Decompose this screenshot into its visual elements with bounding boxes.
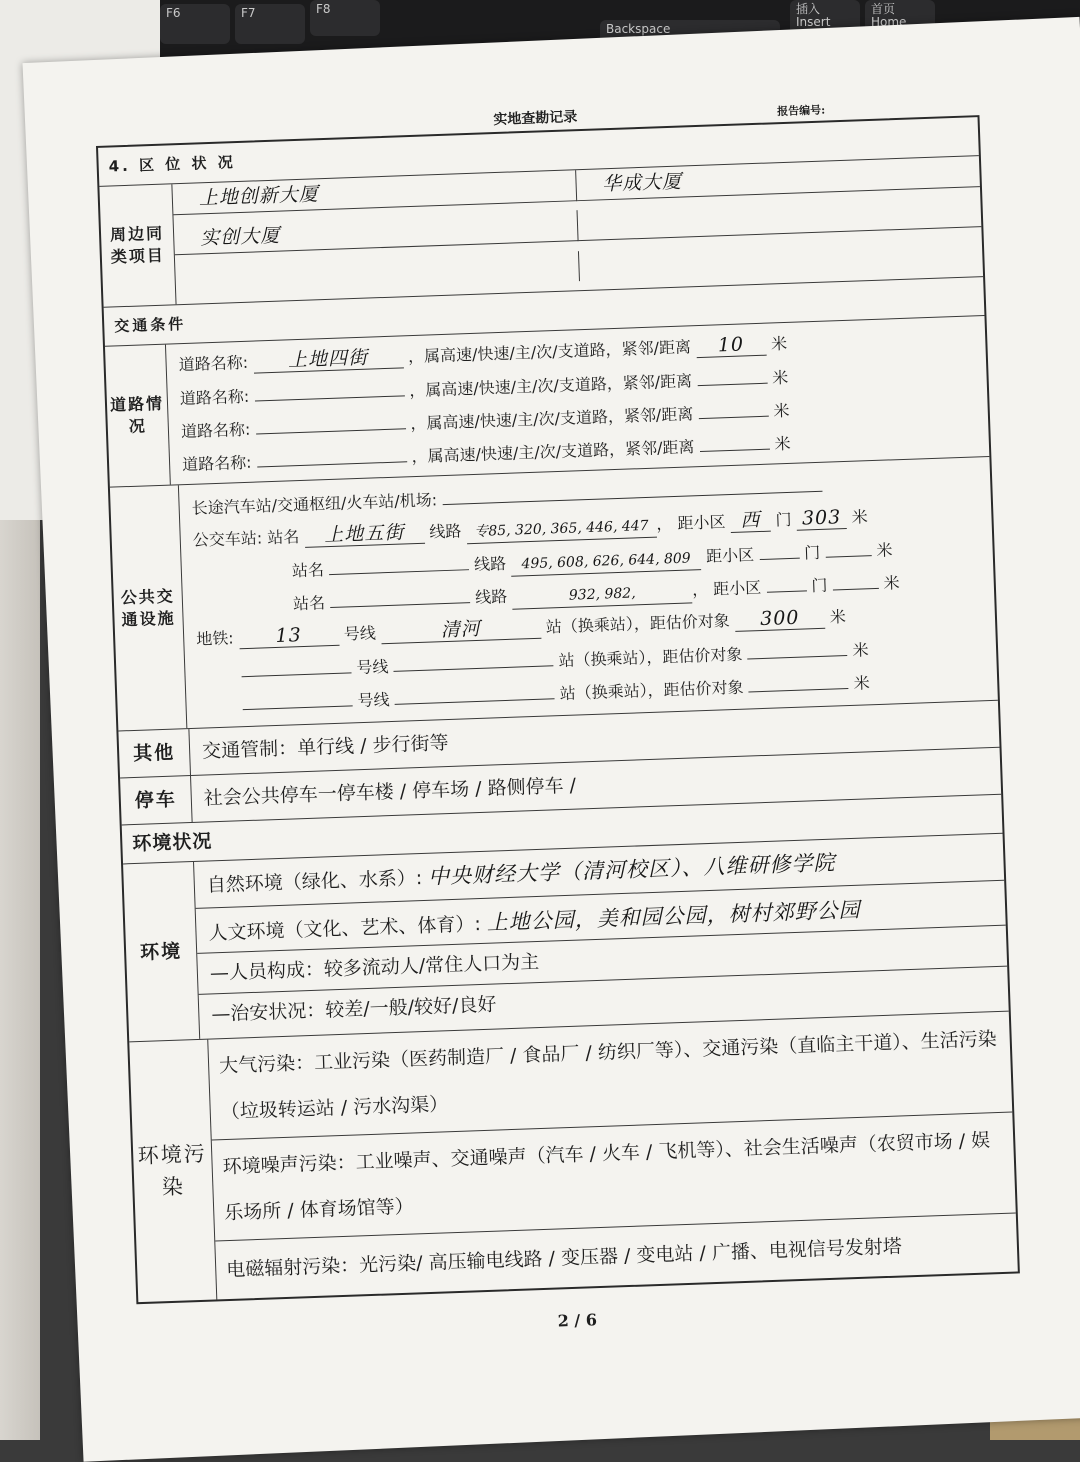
road-distance-value: 10 (696, 333, 767, 358)
bus-stop-line: 站名 线路 932, 982, ， 距小区 门 米 (183, 562, 995, 623)
env-label: 环境 (123, 862, 200, 1041)
subway-distance-value (747, 633, 848, 659)
nearby-project (175, 251, 579, 295)
road-distance-value (699, 427, 770, 452)
nearby-project (174, 211, 578, 256)
road-name-label: 道路名称: (179, 386, 250, 409)
other-text: 交通管制：单行线 / 步行街等 (201, 732, 449, 763)
key-insert-cn: 插入 (796, 2, 821, 16)
bus-stop-line: 公交车站: 站名 上地五街 线路 专85, 320, 365, 446, 447 ， 距小区 西 门 303 米 (192, 506, 869, 550)
line-suffix: 号线 (356, 657, 389, 678)
unit-m: 米 (883, 573, 900, 593)
key-backspace-label: Backspace (606, 22, 671, 36)
stop-name-label: 站名 (266, 527, 300, 548)
subway-line-value (241, 650, 352, 677)
road-name-label: 道路名称: (178, 352, 249, 375)
natural-env-label: 自然环境（绿化、水系）: (206, 867, 423, 897)
public-transport-label: 公共交通设施 (110, 485, 187, 730)
gate-value (766, 568, 807, 592)
key-f7: F7 (235, 4, 305, 44)
long-distance-value (442, 469, 823, 505)
road-name-value (256, 439, 407, 467)
key-f8: F8 (310, 0, 380, 36)
unit-m: 米 (770, 333, 788, 354)
report-no-label: 报告编号: (776, 103, 826, 119)
subway-distance-value (748, 666, 849, 692)
road-distance-value (697, 361, 768, 386)
other-label: 其他 (118, 729, 191, 777)
stop-name-label: 站名 (292, 593, 326, 614)
environment-content (194, 834, 1009, 1039)
subway-station-value (393, 643, 554, 672)
roads-list (166, 316, 989, 484)
road-name-label: 道路名称: (181, 452, 252, 475)
gate-value (759, 536, 800, 560)
environment-row (123, 834, 1009, 1043)
roads-label: 道路情况 (105, 345, 171, 487)
bus-label: 公交车站: (192, 528, 263, 550)
bus-distance-value: 303 (796, 506, 847, 531)
cultural-env-value: 上地公园，美和园公园，树村郊野公园 (486, 897, 861, 935)
route-label: 线路 (474, 586, 508, 607)
subway-label: 地铁: (195, 628, 234, 649)
stop-name-value: 上地五街 (304, 521, 425, 548)
distance-gate-label: 距小区 (712, 578, 762, 599)
subway-line-value: 13 (238, 623, 339, 649)
gate-label: 门 (775, 509, 792, 530)
road-type-text: ，属高速/快速/主/次/支道路，紧邻/距离 (407, 337, 692, 367)
unit-m: 米 (876, 540, 893, 560)
unit-m: 米 (771, 367, 789, 388)
nearby-project-text: 上地创新大厦 (198, 183, 320, 210)
subway-station-value (394, 676, 555, 705)
public-transport-row (110, 457, 998, 732)
doc-title: 实地查勘记录 (493, 109, 578, 129)
air-pollution-text: 大气污染：工业污染（医药制造厂 / 食品厂 / 纺织厂等）、交通污染（直临主干道）、生活污染（垃圾转运站 / 污水沟渠） (208, 1012, 1012, 1141)
form-table (96, 115, 1020, 1304)
road-name-value (254, 373, 405, 401)
paper-sheet (23, 17, 1080, 1462)
unit-m: 米 (829, 607, 847, 627)
station-text: 站（换乘站），距估价对象 (558, 644, 743, 671)
key-home-cn: 首页 (871, 2, 896, 16)
road-type-text: ，属高速/快速/主/次/支道路，紧邻/距离 (411, 437, 695, 467)
stop-name-label: 站名 (291, 560, 325, 581)
station-text: 站（换乘站），距估价对象 (559, 677, 744, 704)
long-distance-label: 长途汽车站/交通枢纽/火车站/机场: (191, 490, 438, 518)
unit-m: 米 (851, 507, 869, 527)
pollution-row (129, 1012, 1018, 1303)
line-suffix: 号线 (357, 690, 390, 711)
environment-heading: 环境状况 (131, 830, 213, 856)
people-line: —人员构成：较多流动人/常住人口为主 (197, 926, 1007, 995)
gate-label: 门 (803, 542, 821, 563)
subway-line-value (242, 683, 353, 710)
key-home-en: Home (871, 15, 907, 29)
key-insert-en: Insert (796, 15, 831, 29)
route-value: 专85, 320, 365, 446, 447 (466, 515, 657, 545)
unit-m: 米 (774, 433, 791, 454)
nearby-project (577, 196, 981, 241)
nearby-label: 周边同类项目 (99, 184, 176, 306)
nearby-project-text: 华成大厦 (601, 170, 683, 196)
line-suffix: 号线 (343, 623, 377, 644)
subway-distance-value: 300 (734, 606, 825, 632)
cultural-env-label: 人文环境（文化、艺术、体育）: (208, 912, 482, 945)
road-type-text: ，属高速/快速/主/次/支道路，紧邻/距离 (408, 371, 693, 401)
location-heading: 4. 区 位 状 况 (108, 153, 236, 176)
road-name-value: 上地四街 (253, 345, 404, 373)
road-distance-value (698, 394, 769, 419)
road-name-value (255, 406, 406, 434)
natural-env-value: 中央财经大学（清河校区）、八维研修学院 (427, 850, 836, 889)
stop-name-value (328, 547, 469, 575)
traffic-heading: 交通条件 (113, 314, 187, 336)
road-name-label: 道路名称: (180, 419, 251, 442)
station-text: 站（换乘站），距估价对象 (545, 611, 731, 637)
pollution-content (208, 1012, 1018, 1300)
gate-value: 西 (730, 509, 771, 533)
page-number: 2 / 6 (557, 1310, 598, 1331)
em-pollution-text: 电磁辐射污染：光污染/ 高压输电线路 / 变压器 / 变电站 / 广播、电视信号发射塔 (225, 1235, 903, 1282)
pollution-label: 环境污染 (129, 1040, 217, 1303)
parking-label: 停车 (120, 776, 193, 824)
security-line: —治安状况：较差/一般/较好/良好 (210, 993, 497, 1026)
unit-m: 米 (853, 673, 871, 693)
route-value: 495, 608, 626, 644, 809 (511, 547, 702, 577)
nearby-project-text: 实创大厦 (199, 224, 281, 250)
bus-distance-value (825, 533, 872, 558)
bus-distance-value (832, 566, 879, 591)
route-label: 线路 (429, 521, 462, 542)
unit-m: 米 (852, 640, 869, 660)
unit-m: 米 (773, 400, 790, 421)
distance-gate-label: 距小区 (705, 545, 755, 566)
key-f6: F6 (160, 4, 230, 44)
noise-pollution-text: 环境噪声污染：工业噪声、交通噪声（汽车 / 火车 / 飞机等）、社会生活噪声（农贸市场 / 娱乐场所 / 体育场馆等） (212, 1113, 1016, 1242)
road-type-text: ，属高速/快速/主/次/支道路，紧邻/距离 (410, 404, 694, 434)
nearby-project (578, 237, 982, 281)
subway-station-value: 清河 (380, 616, 541, 645)
public-transport-content (179, 457, 998, 728)
stop-name-value (330, 580, 471, 608)
route-label: 线路 (473, 553, 507, 575)
route-value: 932, 982, (512, 580, 693, 609)
survey-form (95, 91, 1017, 1345)
gate-label: 门 (811, 575, 828, 596)
distance-gate-label: 距小区 (677, 512, 726, 533)
parking-text: 社会公共停车一停车楼 / 停车场 / 路侧停车 / (203, 774, 577, 810)
